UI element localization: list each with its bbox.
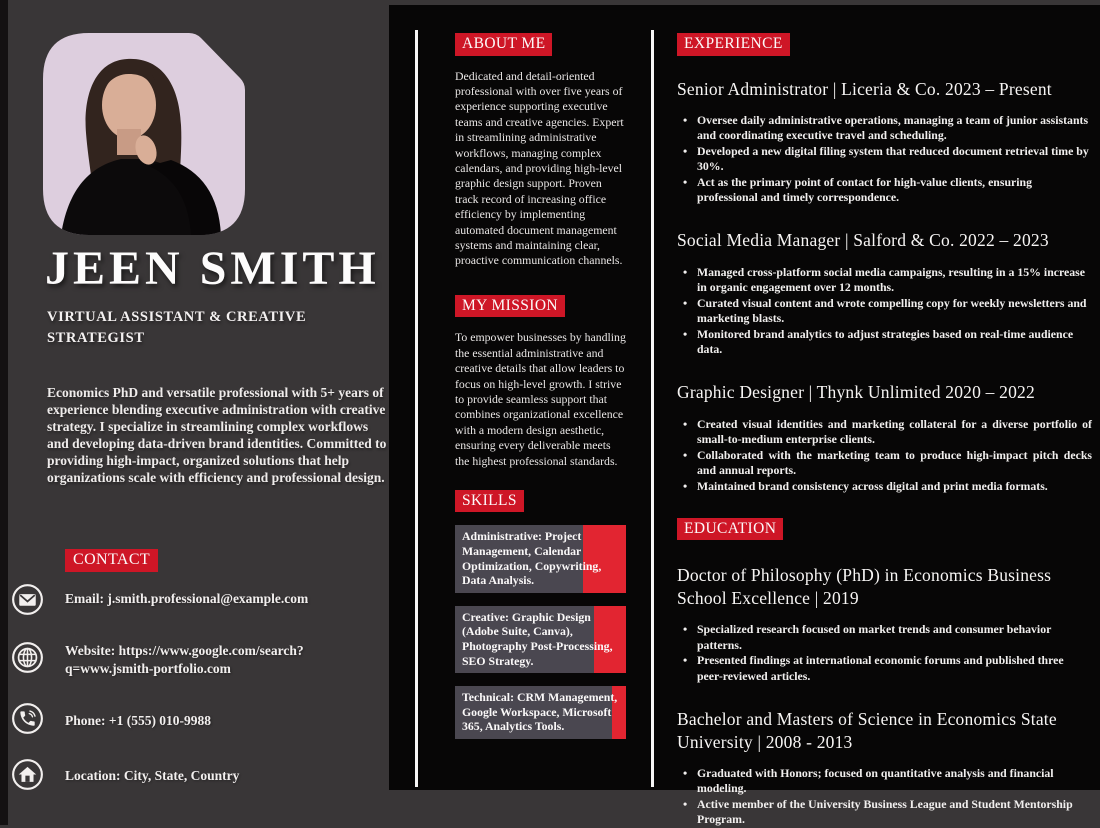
degree-bullet: • Active member of the University Business League and Student Mentorship Program. bbox=[677, 797, 1092, 828]
person-title: VIRTUAL ASSISTANT & CREATIVE STRATEGIST bbox=[47, 309, 307, 346]
job-bullets bbox=[677, 417, 1092, 494]
skill-text: Administrative: Project Management, Calendar Optimization, Copywriting, Data Analysis. bbox=[462, 529, 602, 588]
right-column bbox=[677, 33, 1092, 828]
job-bullet: • Monitored brand analytics to adjust strategies based on real-time audience data. bbox=[677, 327, 1092, 358]
contact-website: Website: https://www.google.com/search? q=www.jsmith-portfolio.com bbox=[65, 643, 304, 676]
job-bullet: • Maintained brand consistency across digital and print media formats. bbox=[677, 479, 1092, 494]
profile-photo bbox=[43, 33, 245, 235]
middle-column bbox=[455, 33, 626, 739]
job-title: Senior Administrator | Liceria & Co. 2023 – Present bbox=[677, 78, 1052, 99]
contact-heading: CONTACT bbox=[65, 549, 158, 572]
home-icon bbox=[11, 758, 44, 791]
left-edge-strip bbox=[0, 0, 8, 825]
about-heading: ABOUT ME bbox=[455, 33, 552, 56]
portrait-illustration bbox=[43, 33, 245, 235]
profile-summary: Economics PhD and versatile professional with 5+ years of experience blending executive administration with creative strategy. I specialize in streamlining complex workflows and developing data-driven brand identities. Committed to providing high-impact, organized solutions that help organizations scale with efficiency and professional design. bbox=[47, 385, 387, 485]
job-bullet: • Oversee daily administrative operations, managing a team of junior assistants and coordinating executive travel and scheduling. bbox=[677, 113, 1092, 144]
about-body: Dedicated and detail-oriented professional with over five years of experience supporting executive teams and creative agencies. Expert in streamlining administrative workflows, managing complex calendars, and providing high-level graphic design support. Proven track record of increasing office efficiency by implementing automated document management systems and maintaining clear, proactive communication channels. bbox=[455, 68, 624, 268]
skill-text: Technical: CRM Management, Google Workspace, Microsoft 365, Analytics Tools. bbox=[462, 690, 618, 734]
envelope-icon bbox=[11, 583, 44, 616]
column-divider-right bbox=[651, 30, 654, 787]
contact-phone: Phone: +1 (555) 010-9988 bbox=[65, 713, 212, 728]
job-bullet: • Developed a new digital filing system that reduced document retrieval time by 30%. bbox=[677, 144, 1092, 175]
job-bullet: • Managed cross-platform social media campaigns, resulting in a 15% increase in organic engagement over 12 months. bbox=[677, 265, 1092, 296]
globe-icon bbox=[11, 641, 44, 674]
job-bullet: • Act as the primary point of contact for high-value clients, ensuring professional and timely correspondence. bbox=[677, 175, 1092, 206]
contact-location: Location: City, State, Country bbox=[65, 768, 240, 783]
skill-bar-administrative bbox=[455, 525, 626, 592]
education-heading: EDUCATION bbox=[677, 518, 783, 541]
job-bullets bbox=[677, 113, 1092, 205]
degree-title: Bachelor and Masters of Science in Economics State University | 2008 - 2013 bbox=[677, 709, 1057, 752]
degree-bullet: • Presented findings at international economic forums and published three peer-reviewed articles. bbox=[677, 653, 1092, 684]
mission-body: To empower businesses by handling the essential administrative and creative details that allow leaders to focus on high-level growth. I strive to provide seamless support that combines organizational excellence with a modern design aesthetic, ensuring every deliverable meets the highest professional standards. bbox=[455, 330, 626, 468]
degree-bullet: • Specialized research focused on market trends and consumer behavior patterns. bbox=[677, 622, 1092, 653]
person-name: JEEN SMITH bbox=[45, 242, 380, 295]
degree-bullets bbox=[677, 766, 1092, 828]
degree-bullet: • Graduated with Honors; focused on quantitative analysis and financial modeling. bbox=[677, 766, 1092, 797]
contact-email: Email: j.smith.professional@example.com bbox=[65, 591, 309, 606]
job-bullet: • Curated visual content and wrote compelling copy for weekly newsletters and marketing blasts. bbox=[677, 296, 1092, 327]
job-bullet: • Collaborated with the marketing team to produce high-impact pitch decks and annual reports. bbox=[677, 448, 1092, 479]
degree-bullets bbox=[677, 622, 1092, 684]
experience-heading: EXPERIENCE bbox=[677, 33, 790, 56]
job-bullets bbox=[677, 265, 1092, 357]
skill-bar-creative bbox=[455, 606, 626, 673]
skill-bar-technical bbox=[455, 686, 626, 739]
job-bullet: • Created visual identities and marketing collateral for a diverse portfolio of small-to-medium enterprise clients. bbox=[677, 417, 1092, 448]
phone-icon bbox=[11, 702, 44, 735]
job-title: Graphic Designer | Thynk Unlimited 2020 – 2022 bbox=[677, 382, 1035, 403]
skill-text: Creative: Graphic Design (Adobe Suite, Canva), Photography Post-Processing, SEO Strategy. bbox=[462, 609, 613, 668]
column-divider-left bbox=[415, 30, 418, 787]
skills-heading: SKILLS bbox=[455, 490, 524, 513]
mission-heading: MY MISSION bbox=[455, 295, 565, 318]
degree-title: Doctor of Philosophy (PhD) in Economics Business School Excellence | 2019 bbox=[677, 565, 1052, 608]
job-title: Social Media Manager | Salford & Co. 2022 – 2023 bbox=[677, 230, 1049, 251]
